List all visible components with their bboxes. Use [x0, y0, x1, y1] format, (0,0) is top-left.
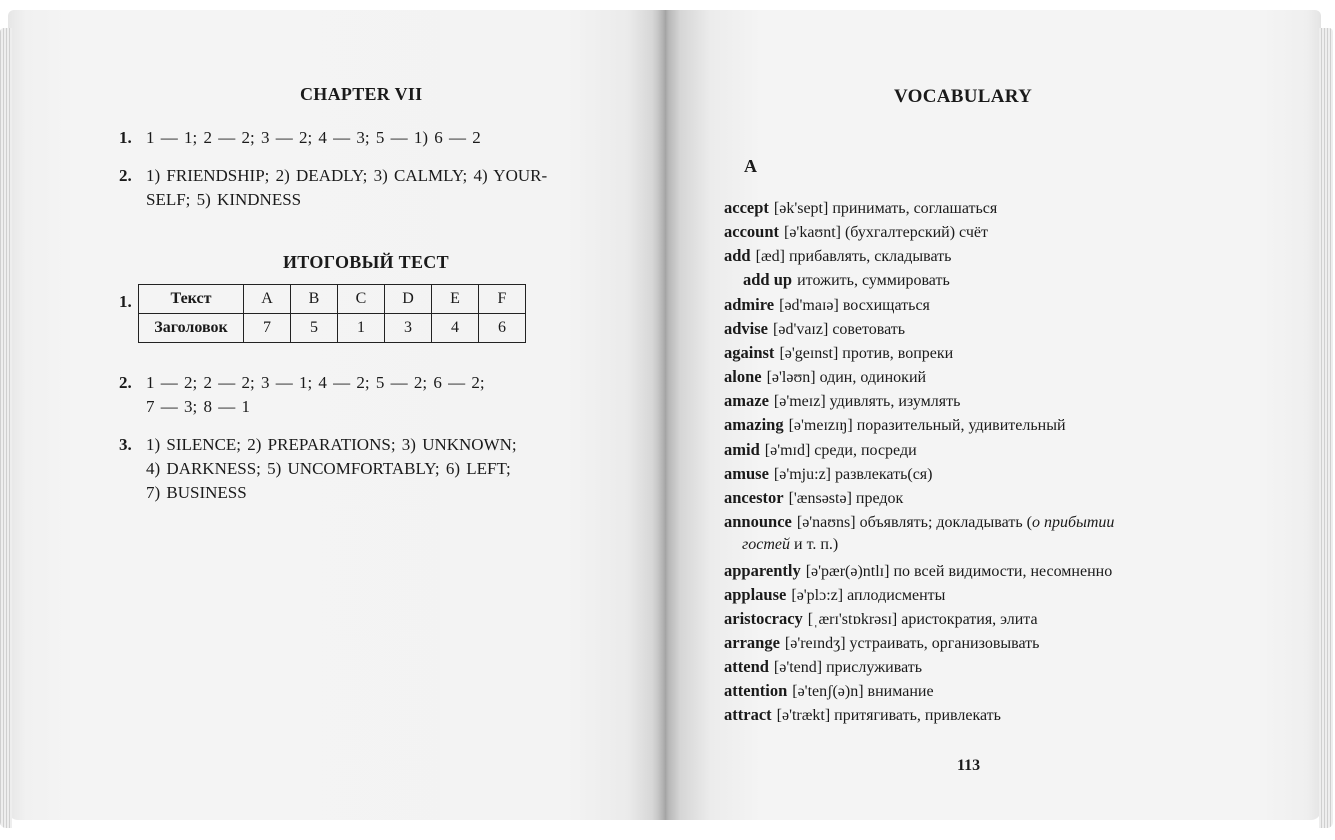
vocab-transcription: ['ænsəstə]	[788, 490, 852, 507]
vocab-entry	[724, 633, 1039, 653]
vocab-transcription: [ə'naʊns]	[796, 514, 856, 531]
vocab-word: amaze	[724, 391, 769, 410]
vocab-entry	[724, 222, 988, 242]
vocab-transcription: [ə'pær(ə)ntlɪ]	[805, 563, 890, 580]
vocab-entry	[724, 319, 905, 339]
vocab-meaning: принимать, соглашаться	[832, 200, 998, 217]
vocab-entry	[724, 609, 1038, 629]
vocab-meaning: внимание	[867, 683, 934, 700]
vocabulary-title: VOCABULARY	[894, 86, 1033, 107]
vocab-entry	[724, 295, 930, 315]
table-row	[139, 314, 526, 343]
vocab-word: arrange	[724, 633, 780, 652]
answer-line: 7 — 3; 8 — 1	[146, 397, 250, 416]
table-header-cell: B	[291, 285, 338, 314]
vocab-meaning: по всей видимости, несомненно	[893, 563, 1113, 580]
vocab-meaning: итожить, суммировать	[797, 272, 950, 289]
vocab-meaning: против, вопреки	[842, 345, 954, 362]
vocab-word: ancestor	[724, 488, 784, 507]
vocab-word: against	[724, 343, 775, 362]
vocab-transcription: [əd'vaɪz]	[773, 321, 829, 338]
vocab-meaning: советовать	[832, 321, 906, 338]
answer-line: 1) SILENCE; 2) PREPARATIONS; 3) UNKNOWN;	[146, 435, 517, 454]
vocab-meaning: среди, посреди	[814, 442, 917, 459]
vocab-word: accept	[724, 198, 769, 217]
vocab-meaning: аристократия, элита	[901, 611, 1038, 628]
book-gutter	[652, 10, 680, 820]
table-header-cell: Текст	[139, 285, 244, 314]
vocab-transcription: [əd'maɪə]	[779, 297, 839, 314]
answer-number: 2.	[119, 166, 132, 185]
table-header-cell: F	[479, 285, 526, 314]
answer-line: 1) FRIENDSHIP; 2) DEADLY; 3) CALMLY; 4) YOUR-	[146, 166, 548, 185]
vocab-meaning: аплодисменты	[847, 587, 946, 604]
vocab-word: alone	[724, 367, 762, 386]
vocab-entry-continuation	[742, 536, 838, 554]
vocab-word: add	[724, 246, 751, 265]
test-title: ИТОГОВЫЙ ТЕСТ	[283, 252, 449, 272]
answer-line: 4) DARKNESS; 5) UNCOMFORTABLY; 6) LEFT;	[146, 459, 511, 478]
vocab-transcription: [ə'trækt]	[776, 707, 831, 724]
table-row	[139, 285, 526, 314]
vocab-transcription: [ə'tend]	[773, 659, 823, 676]
vocab-entry	[724, 705, 1001, 725]
vocab-entry	[724, 415, 1066, 435]
vocab-word: announce	[724, 512, 792, 531]
vocab-transcription: [ə'mɪd]	[764, 442, 811, 459]
vocab-entry	[743, 270, 950, 290]
vocab-entry	[724, 657, 922, 677]
vocab-meaning: (бухгалтерский) счёт	[844, 224, 988, 241]
answer-table	[138, 284, 526, 343]
vocab-meaning-italic: гостей	[742, 536, 790, 553]
vocab-word: advise	[724, 319, 769, 338]
vocab-entry	[724, 440, 917, 460]
chapter-title: CHAPTER VII	[300, 84, 423, 104]
answer-number: 3.	[119, 435, 132, 454]
vocab-meaning: прибавлять, складывать	[788, 248, 952, 265]
vocab-word: attract	[724, 705, 772, 724]
vocab-transcription: [ə'kaʊnt]	[784, 224, 841, 241]
table-cell: 3	[385, 314, 432, 343]
vocab-meaning: прислуживать	[826, 659, 923, 676]
vocab-word: amid	[724, 440, 760, 459]
table-cell: 1	[338, 314, 385, 343]
vocab-meaning: удивлять, изумлять	[829, 393, 961, 410]
answer-number: 2.	[119, 373, 132, 392]
page-number: 113	[957, 757, 981, 774]
vocab-transcription: [ək'sept]	[773, 200, 829, 217]
vocab-transcription: [ə'plɔ:z]	[791, 587, 844, 604]
vocab-word: admire	[724, 295, 775, 314]
vocab-word: aristocracy	[724, 609, 803, 628]
table-cell: 4	[432, 314, 479, 343]
vocab-word: apparently	[724, 561, 801, 580]
answer-number: 1.	[119, 292, 132, 311]
vocab-word: amuse	[724, 464, 769, 483]
vocab-transcription: [ə'meɪzɪŋ]	[788, 417, 853, 434]
answer-line: 1 — 2; 2 — 2; 3 — 1; 4 — 2; 5 — 2; 6 — 2;	[146, 373, 485, 392]
vocab-transcription: [æd]	[755, 248, 785, 265]
vocab-meaning: притягивать, привлекать	[834, 707, 1001, 724]
vocab-entry	[724, 561, 1112, 581]
vocab-word: add up	[743, 270, 793, 289]
vocab-transcription: [ə'reɪndʒ]	[784, 635, 846, 652]
table-header-cell: E	[432, 285, 479, 314]
table-header-cell: C	[338, 285, 385, 314]
vocab-entry	[724, 585, 945, 605]
vocab-meaning-italic: о прибытии	[1031, 514, 1115, 531]
vocab-transcription: [ə'tenʃ(ə)n]	[792, 683, 864, 700]
answer-line: 1 — 1; 2 — 2; 3 — 2; 4 — 3; 5 — 1) 6 — 2	[146, 128, 481, 147]
table-cell: Заголовок	[139, 314, 244, 343]
vocab-transcription: [ə'mju:z]	[773, 466, 831, 483]
vocab-meaning: один, одинокий	[819, 369, 927, 386]
answer-line: SELF; 5) KINDNESS	[146, 190, 302, 209]
vocab-word: account	[724, 222, 779, 241]
vocab-entry	[724, 681, 934, 701]
table-cell: 6	[479, 314, 526, 343]
section-letter: A	[744, 156, 758, 176]
vocab-meaning: развлекать(ся)	[835, 466, 933, 483]
answer-number: 1.	[119, 128, 132, 147]
vocab-transcription: [ə'ləʊn]	[766, 369, 816, 386]
vocab-entry	[724, 391, 960, 411]
vocab-entry	[724, 246, 951, 266]
vocab-transcription: [ə'meɪz]	[773, 393, 826, 410]
table-cell: 5	[291, 314, 338, 343]
vocab-meaning: восхищаться	[842, 297, 930, 314]
table-header-cell: A	[244, 285, 291, 314]
vocab-entry	[724, 512, 1114, 532]
table-header-cell: D	[385, 285, 432, 314]
page-edges-right	[1319, 28, 1333, 828]
vocab-meaning: поразительный, удивительный	[856, 417, 1066, 434]
table-cell: 7	[244, 314, 291, 343]
vocab-entry	[724, 198, 997, 218]
vocab-word: attend	[724, 657, 769, 676]
vocab-transcription: [ˌærɪ'stɒkrəsɪ]	[807, 611, 898, 628]
vocab-meaning: объявлять; докладывать (	[859, 514, 1032, 531]
answer-line: 7) BUSINESS	[146, 483, 247, 502]
vocab-transcription: [ə'geɪnst]	[779, 345, 839, 362]
page-edges-left	[0, 28, 12, 828]
vocab-word: attention	[724, 681, 788, 700]
vocab-entry	[724, 464, 932, 484]
vocab-meaning: и т. п.)	[790, 536, 839, 553]
vocab-entry	[724, 367, 926, 387]
vocab-entry	[724, 488, 903, 508]
vocab-word: applause	[724, 585, 787, 604]
vocab-meaning: устраивать, организовывать	[849, 635, 1040, 652]
vocab-entry	[724, 343, 953, 363]
vocab-word: amazing	[724, 415, 784, 434]
vocab-meaning: предок	[855, 490, 904, 507]
